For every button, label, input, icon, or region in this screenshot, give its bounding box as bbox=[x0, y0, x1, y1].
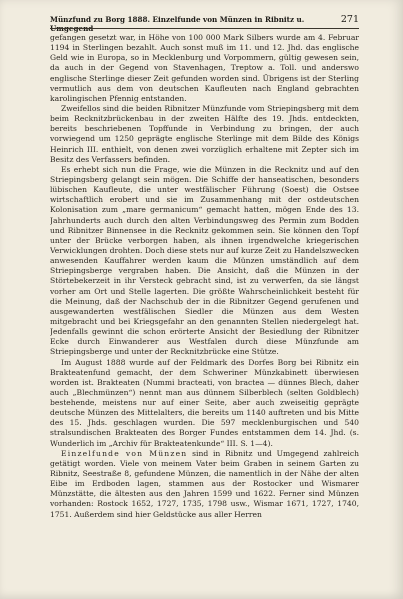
paragraph-5 bbox=[50, 449, 359, 520]
spaced-lead-phrase: Einzelfunde von Münzen bbox=[61, 448, 188, 458]
header-rule bbox=[50, 28, 359, 29]
paragraph-1: gefangen gesetzt war, in Höhe von 100 000 Mark Silbers wurde am 4. Februar 1194 in Sterlingen bezahlt. Auch sonst muß im 11. und 12. Jhd. das englische Geld wie in Europa, so in Mecklenburg und Vorpommern, gültig gewesen sein, da auch in der Gegend von Stavenhagen, Treptow a. Toll. und anderswo englische Sterlinge dieser Zeit gefunden worden sind. Übrigens ist der Sterling vermutlich aus dem von deutschen Kaufleuten nach England gebrachten karolingischen Pfennig entstanden. bbox=[50, 33, 359, 103]
paragraph-5-text: sind in Ribnitz und Umgegend zahlreich getätigt worden. Viele von meinem Vater beim Graben in seinem Garten zu Ribnitz, Seestraße 8, gefundene Münzen, die namentlich in der Nähe der alten Eibe im Erdboden lagen, stammen aus der Rostocker und Wismarer Münzstätte, die ältesten aus den Jahren 1599 und 1622. Ferner sind Münzen vorhanden: Rostock 1652, 1727, 1735, 1798 usw., Wismar 1671, 1727, 1740, 1751. Außerdem sind hier Geldstücke aus aller Herren bbox=[50, 448, 359, 519]
page-number: 271 bbox=[340, 14, 359, 25]
running-header bbox=[50, 14, 359, 33]
paragraph-4: Im August 1888 wurde auf der Feldmark des Dorfes Borg bei Ribnitz ein Brakteatenfund gemacht, der dem Schweriner Münzkabinett überwiesen worden ist. Brakteaten (Nummi bracteati, von bractea — dünnes Blech, daher auch „Blechmünzen“) nennt man aus dünnem Silberblech (selten Goldblech) bestehende, meistens nur auf einer Seite, aber auch zweiseitig geprägte deutsche Münzen des Mittelalters, die bereits um 1140 auftreten und bis Mitte des 15. Jhds. geschlagen wurden. Die 597 mecklenburgischen und 540 stralsundischen Brakteaten des Borger Fundes entstammen dem 14. Jhd. (s. Wunderlich im „Archiv für Brakteatenkunde“ III. S. 1—4). bbox=[50, 357, 359, 448]
running-title: Münzfund zu Borg 1888. Einzelfunde von Münzen in Ribnitz u. Umgegend bbox=[50, 15, 305, 33]
paragraph-2: Zweifellos sind die beiden Ribnitzer Münzfunde vom Striepingsberg mit dem beim Recknitzbrückenbau in der zweiten Hälfte des 19. Jhds. entdeckten, bereits beschriebenen Topffunde in Verbindung zu bringen, der auch vorwiegend um 1250 geprägte englische Sterlinge mit dem Bilde des Königs Heinrich III. enthielt, von denen zwei vorzüglich erhaltene mit Zepter sich im Besitz des Verfassers befinden. bbox=[50, 103, 359, 164]
body-text bbox=[50, 33, 359, 585]
paragraph-3: Es erhebt sich nun die Frage, wie die Münzen in die Recknitz und auf den Striepingsberg gelangt sein mögen. Die Schiffe der hanseatischen, besonders lübischen Kaufleute, die unter westfälischer Führung (Soest) die Ostsee wirtschaftlich erobert und sie im Zusammenhang mit der ostdeutschen Kolonisation zum „mare germanicum“ gemacht hatten, mögen Ende des 13. Jahrhunderts auch durch den alten Verbindungsweg des Permin zum Bodden und Ribnitzer Binnensee in die Recknitz gekommen sein. Sie können den Topf unter der Brücke verborgen haben, als ihnen irgendwelche kriegerischen Verwicklungen drohten. Doch diese stets nur auf kurze Zeit zu Handelszwecken anwesenden Kauffahrer werden kaum die Münzen umständlich auf dem Striepingsberge vergraben haben. Die Ansicht, daß die Münzen in der Störtebekerzeit in ihr Versteck gebracht sind, ist zu verwerfen, da sie längst vorher am Ort und Stelle lagerten. Die größte Wahrscheinlichkeit besteht für die Meinung, daß der Nachschub der in die Ribnitzer Gegend gerufenen und ausgewanderten westfälischen Siedler die Münzen aus dem Westen mitgebracht und bei Kriegsgefahr an den genannten Stellen niedergelegt hat. Jedenfalls gewinnt die schon erörterte Ansicht der Besiedlung der Ribnitzer Ecke durch Einwanderer aus Westfalen durch diese Münzfunde am Striepingsberge und unter der Recknitzbrücke eine Stütze. bbox=[50, 164, 359, 357]
